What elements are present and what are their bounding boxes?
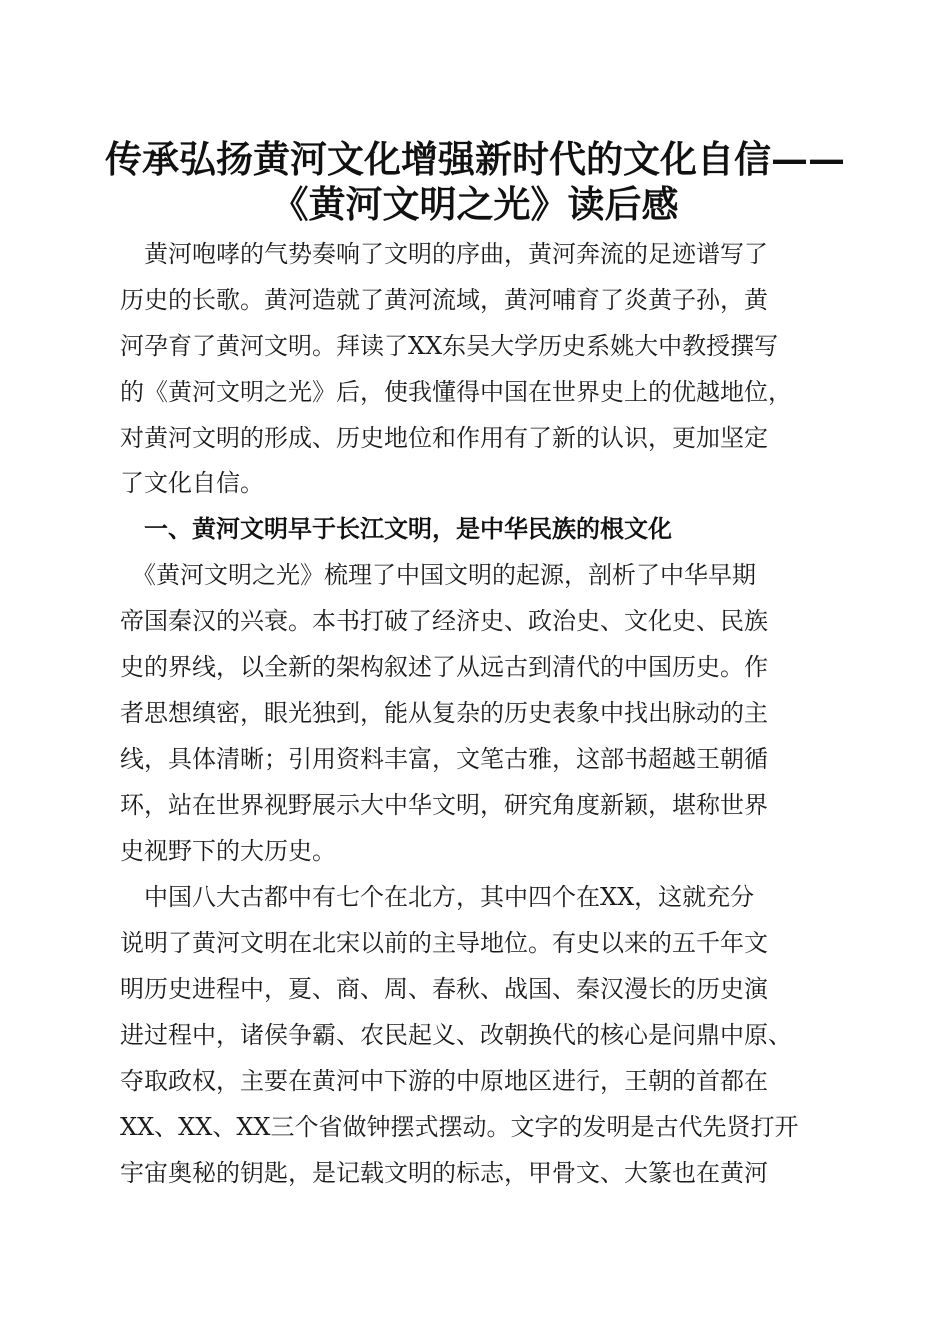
paragraph-1-line-6: 了文化自信。 xyxy=(120,469,264,497)
section-heading-1: 一、黄河文明早于长江文明，是中华民族的根文化 xyxy=(120,515,672,543)
paragraph-1-line-2: 历史的长歌。黄河造就了黄河流域，黄河哺育了炎黄子孙，黄 xyxy=(120,286,768,314)
paragraph-1-line-1: 黄河咆哮的气势奏响了文明的序曲，黄河奔流的足迹谱写了 xyxy=(120,240,768,268)
paragraph-3-line-2: 说明了黄河文明在北宋以前的主导地位。有史以来的五千年文 xyxy=(120,929,768,957)
paragraph-3-line-7: 宇宙奥秘的钥匙，是记载文明的标志，甲骨文、大篆也在黄河 xyxy=(120,1159,768,1187)
paragraph-2-line-4: 者思想缜密，眼光独到，能从复杂的历史表象中找出脉动的主 xyxy=(120,699,768,727)
paragraph-1-line-4: 的《黄河文明之光》后，使我懂得中国在世界史上的优越地位， xyxy=(120,378,792,406)
document-title-line-2: 《黄河文明之光》读后感 xyxy=(271,182,679,226)
paragraph-3-line-3: 明历史进程中，夏、商、周、春秋、战国、秦汉漫长的历史演 xyxy=(120,975,768,1003)
document-title-line-1: 传承弘扬黄河文化增强新时代的文化自信—— xyxy=(105,137,845,181)
paragraph-3-line-1: 中国八大古都中有七个在北方，其中四个在XX，这就充分 xyxy=(120,883,755,911)
paragraph-3-line-5: 夺取政权，主要在黄河中下游的中原地区进行，王朝的首都在 xyxy=(120,1067,768,1095)
paragraph-2-line-2: 帝国秦汉的兴衰。本书打破了经济史、政治史、文化史、民族 xyxy=(120,607,768,635)
paragraph-3-line-6: XX、XX、XX三个省做钟摆式摆动。文字的发明是古代先贤打开 xyxy=(120,1113,799,1141)
paragraph-2-line-3: 史的界线，以全新的架构叙述了从远古到清代的中国历史。作 xyxy=(120,653,768,681)
paragraph-1-line-5: 对黄河文明的形成、历史地位和作用有了新的认识，更加坚定 xyxy=(120,424,768,452)
paragraph-1-line-3: 河孕育了黄河文明。拜读了XX东吴大学历史系姚大中教授撰写 xyxy=(120,332,779,360)
paragraph-2-line-1: 《黄河文明之光》梳理了中国文明的起源，剖析了中华早期 xyxy=(120,561,756,589)
paragraph-3-line-4: 进过程中，诸侯争霸、农民起义、改朝换代的核心是问鼎中原、 xyxy=(120,1021,792,1049)
paragraph-2-line-6: 环，站在世界视野展示大中华文明，研究角度新颖，堪称世界 xyxy=(120,791,768,819)
paragraph-2-line-7: 史视野下的大历史。 xyxy=(120,837,336,865)
paragraph-2-line-5: 线，具体清晰；引用资料丰富，文笔古雅，这部书超越王朝循 xyxy=(120,745,768,773)
